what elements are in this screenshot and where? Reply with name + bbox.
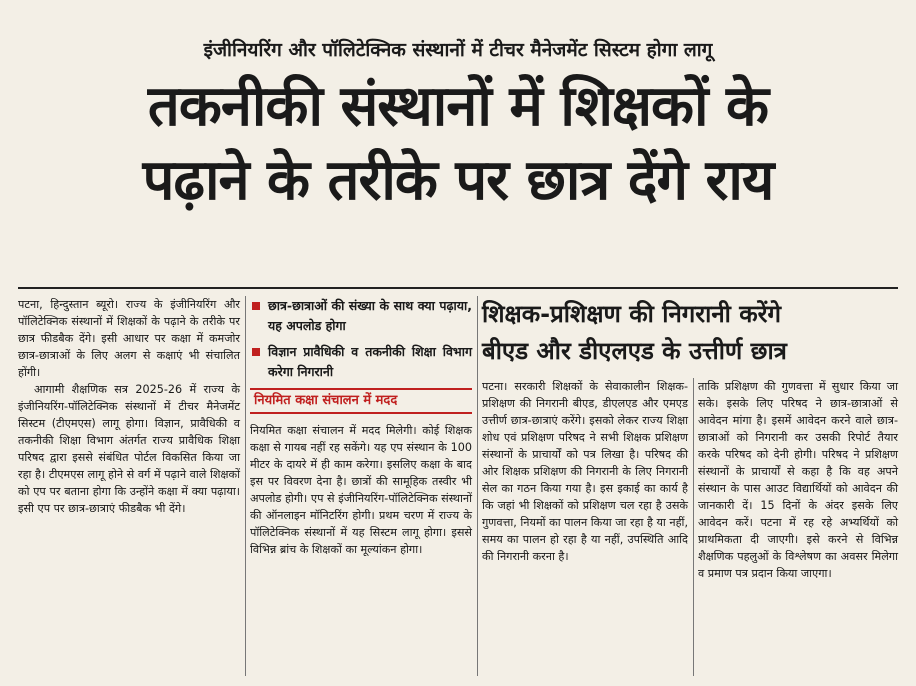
paragraph: नियमित कक्षा संचालन में मदद मिलेगी। कोई शिक्षक कक्षा से गायब नहीं रह सकेंगे। यह एप संस्थान के 100 मीटर के दायरे में ही काम करेगा। इसलिए कक्षा के बाद इस पर विवरण देना है। छात्रों की सामूहिक तस्वीर भी अपलोड होगी। एप से इंजीनियरिंग-पॉलिटेक्निक संस्थानों की ऑनलाइन मॉनिटरिंग होगी। प्रथम चरण में राज्य के पॉलिटेक्निक संस्थानों में यह सिस्टम लागू होगा। इससे विभिन्न ब्रांच के शिक्षकों का मूल्यांकन होगा। — [250, 424, 472, 556]
column-divider — [245, 296, 246, 676]
bullet-text: छात्र-छात्राओं की संख्या के साथ क्या पढ़ाया, यह अपलोड होगा — [268, 298, 472, 333]
bullet-text: विज्ञान प्रावैधिकी व तकनीकी शिक्षा विभाग करेगा निगरानी — [268, 344, 472, 379]
column-divider — [693, 378, 694, 676]
paragraph: पटना, हिन्दुस्तान ब्यूरो। राज्य के इंजीनियरिंग और पॉलिटेक्निक संस्थानों में शिक्षकों के पढ़ाने के तरीके पर छात्र फीडबैक देंगे। इसी आधार पर कक्षा में कमजोर छात्र-छात्राओं के लिए अलग से कक्षाएं भी संचालित होंगी। — [18, 298, 240, 379]
headline-line-2: पढ़ाने के तरीके पर छात्र देंगे राय — [142, 148, 774, 213]
body-columns — [18, 296, 898, 676]
paragraph: आगामी शैक्षणिक सत्र 2025-26 में राज्य के इंजीनियरिंग-पॉलिटेक्निक संस्थानों में टीचर मैनेजमेंट सिस्टम (टीएमएस) लागू होगा। विज्ञान, प्रावैधिकी व तकनीकी शिक्षा विभाग अंतर्गत राज्य प्रावैधिक शिक्षा परिषद द्वारा इससे संबंधित पोर्टल विकसित किया जा रहा है। टीएमएस लागू होने से वर्ग में पढ़ाने वाले शिक्षकों को एप पर बताना होगा कि उन्होंने कक्षा में क्या पढ़ाया। इसी एप पर छात्र-छात्राएं फीडबैक भी देंगे। — [18, 383, 240, 515]
bullet-square-icon — [252, 348, 260, 356]
subheading: नियमित कक्षा संचालन में मदद — [250, 388, 472, 414]
kicker: इंजीनियरिंग और पॉलिटेक्निक संस्थानों में टीचर मैनेजमेंट सिस्टम होगा लागू — [203, 39, 713, 61]
paragraph: ताकि प्रशिक्षण की गुणवत्ता में सुधार किया जा सके। इसके लिए परिषद ने छात्र-छात्राओं से आवेदन मांगा है। इसमें आवेदन करने वाले छात्र-छात्राओं को निगरानी कर उसकी रिपोर्ट तैयार करके परिषद को देनी होगी। परिषद ने प्रशिक्षण संस्थानों के प्राचार्यों से कहा है कि वह अपने संस्थान के पास आउट विद्यार्थियों को आवेदन की जानकारी दें। 15 दिनों के अंदर इसके लिए आवेदन करें। पटना में रह रहे अभ्यर्थियों को प्राथमिकता दी जाएगी। इसे करने से विभिन्न शैक्षणिक पहलुओं के विश्लेषण का अवसर मिलेगा व प्रमाण पत्र प्रदान किया जाएगा। — [698, 380, 898, 580]
second-headline-line-2: बीएड और डीएलएड के उत्तीर्ण छात्र — [482, 337, 787, 365]
second-article-headline — [482, 296, 898, 370]
highlight-bullet — [250, 296, 472, 336]
second-headline-line-1: शिक्षक-प्रशिक्षण की निगरानी करेंगे — [482, 300, 781, 328]
column-3 — [482, 378, 688, 565]
column-4 — [698, 378, 898, 582]
bullet-square-icon — [252, 302, 260, 310]
highlight-bullet — [250, 342, 472, 382]
column-2 — [250, 296, 472, 558]
paragraph: पटना। सरकारी शिक्षकों के सेवाकालीन शिक्षक-प्रशिक्षण की निगरानी बीएड, डीएलएड और एमएड उत्तीर्ण छात्र-छात्राएं करेंगे। इसको लेकर राज्य शिक्षा शोध एवं प्रशिक्षण परिषद ने सभी शिक्षक प्रशिक्षण संस्थानों के प्राचार्यों को पत्र लिखा है। परिषद की ओर शिक्षक प्रशिक्षण की निगरानी के लिए निगरानी सेल का गठन किया गया है। इस इकाई का कार्य है कि जहां भी शिक्षकों को प्रशिक्षण चल रहा है उसके गुणवत्ता, नियमों का पालन किया जा रहा है या नहीं, समय का पालन हो रहा है या नहीं, उपस्थिति आदि की निगरानी करना है। — [482, 380, 688, 563]
divider — [18, 287, 898, 289]
headline-line-1: तकनीकी संस्थानों में शिक्षकों के — [147, 74, 769, 139]
column-1 — [18, 296, 240, 517]
column-divider — [477, 296, 478, 676]
